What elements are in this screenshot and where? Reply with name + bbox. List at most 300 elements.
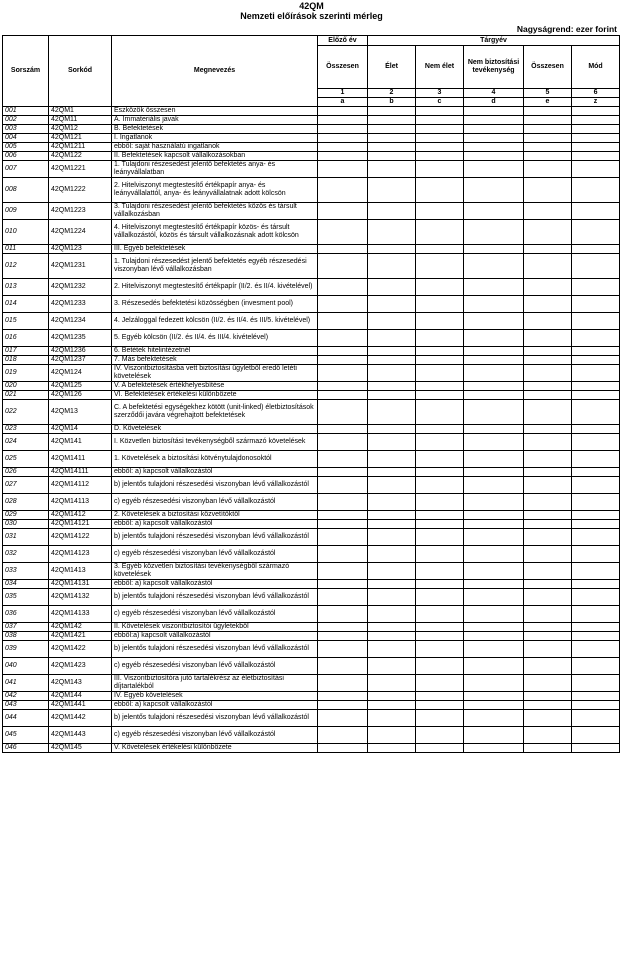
row-code: 42QM124 — [49, 365, 112, 382]
row-label: D. Követelések — [112, 425, 318, 434]
value-cell — [416, 382, 464, 391]
value-cell — [464, 107, 524, 116]
value-cell — [416, 494, 464, 511]
col-megnevezes: Megnevezés — [112, 36, 318, 107]
value-cell — [524, 391, 572, 400]
row-label: 5. Egyéb kölcsön (II/2. és II/4. és III/4. kivételével) — [112, 330, 318, 347]
value-cell — [368, 468, 416, 477]
row-label: c) egyéb részesedési viszonyban lévő vállalkozástól — [112, 546, 318, 563]
row-number: 003 — [3, 125, 49, 134]
row-number: 038 — [3, 632, 49, 641]
row-label: 3. Részesedés befektetési közösségben (invesment pool) — [112, 296, 318, 313]
value-cell — [416, 744, 464, 753]
value-cell — [416, 727, 464, 744]
row-label: VI. Befektetések értékelési különbözete — [112, 391, 318, 400]
col-num-2: 2 — [368, 89, 416, 98]
value-cell — [318, 710, 368, 727]
row-number: 041 — [3, 675, 49, 692]
value-cell — [416, 356, 464, 365]
row-label: IV. Egyéb követelések — [112, 692, 318, 701]
row-number: 040 — [3, 658, 49, 675]
col-nem-biztositasi: Nem biztosítási tevékenység — [464, 46, 524, 89]
value-cell — [368, 710, 416, 727]
value-cell — [572, 744, 620, 753]
value-cell — [318, 279, 368, 296]
row-code: 42QM14131 — [49, 580, 112, 589]
row-number: 012 — [3, 254, 49, 279]
row-label: 4. Hitelviszonyt megtestesítő értékpapír közös- és társult vállalkozástól, közös és társult vállalkozásnak adott kölcsön — [112, 220, 318, 245]
value-cell — [416, 125, 464, 134]
value-cell — [524, 632, 572, 641]
row-code: 42QM1422 — [49, 641, 112, 658]
value-cell — [524, 468, 572, 477]
table-row — [3, 632, 620, 641]
table-row — [3, 658, 620, 675]
row-code: 42QM1423 — [49, 658, 112, 675]
value-cell — [318, 468, 368, 477]
row-code: 42QM1421 — [49, 632, 112, 641]
value-cell — [318, 356, 368, 365]
col-letter-b: b — [368, 98, 416, 107]
row-number: 034 — [3, 580, 49, 589]
value-cell — [416, 391, 464, 400]
table-row — [3, 494, 620, 511]
value-cell — [464, 245, 524, 254]
value-cell — [416, 658, 464, 675]
value-cell — [368, 727, 416, 744]
value-cell — [464, 692, 524, 701]
value-cell — [368, 692, 416, 701]
value-cell — [368, 434, 416, 451]
row-label: ebből: a) kapcsolt vállalkozástól — [112, 580, 318, 589]
value-cell — [416, 425, 464, 434]
value-cell — [416, 296, 464, 313]
row-code: 42QM14113 — [49, 494, 112, 511]
row-label: III. Viszontbiztosítóra jutó tartalékrész az életbiztosítási díjtartalékból — [112, 675, 318, 692]
value-cell — [524, 203, 572, 220]
value-cell — [464, 494, 524, 511]
value-cell — [464, 178, 524, 203]
table-row — [3, 116, 620, 125]
row-number: 030 — [3, 520, 49, 529]
value-cell — [572, 220, 620, 245]
table-row — [3, 451, 620, 468]
row-code: 42QM142 — [49, 623, 112, 632]
value-cell — [464, 632, 524, 641]
table-row — [3, 391, 620, 400]
value-cell — [524, 400, 572, 425]
value-cell — [572, 623, 620, 632]
value-cell — [524, 658, 572, 675]
value-cell — [464, 134, 524, 143]
row-label: c) egyéb részesedési viszonyban lévő vállalkozástól — [112, 494, 318, 511]
row-code: 42QM1235 — [49, 330, 112, 347]
row-label: b) jelentős tulajdoni részesedési viszonyban lévő vállalkozástól — [112, 641, 318, 658]
value-cell — [416, 107, 464, 116]
value-cell — [464, 641, 524, 658]
value-cell — [368, 330, 416, 347]
value-cell — [572, 434, 620, 451]
value-cell — [464, 382, 524, 391]
table-row — [3, 330, 620, 347]
row-number: 008 — [3, 178, 49, 203]
value-cell — [368, 161, 416, 178]
value-cell — [572, 143, 620, 152]
row-number: 043 — [3, 701, 49, 710]
value-cell — [416, 152, 464, 161]
value-cell — [368, 529, 416, 546]
value-cell — [464, 710, 524, 727]
row-number: 033 — [3, 563, 49, 580]
table-row — [3, 245, 620, 254]
row-label: b) jelentős tulajdoni részesedési viszonyban lévő vállalkozástól — [112, 710, 318, 727]
value-cell — [524, 107, 572, 116]
table-row — [3, 425, 620, 434]
row-code: 42QM1237 — [49, 356, 112, 365]
value-cell — [368, 391, 416, 400]
row-code: 42QM1221 — [49, 161, 112, 178]
value-cell — [368, 675, 416, 692]
value-cell — [524, 434, 572, 451]
value-cell — [524, 245, 572, 254]
value-cell — [464, 658, 524, 675]
value-cell — [464, 589, 524, 606]
row-number: 036 — [3, 606, 49, 623]
value-cell — [368, 134, 416, 143]
row-label: B. Befektetések — [112, 125, 318, 134]
value-cell — [464, 701, 524, 710]
form-code: 42QM — [299, 1, 324, 11]
row-label: 1. Követelések a biztosítási kötvénytulajdonosoktól — [112, 451, 318, 468]
table-row — [3, 468, 620, 477]
row-number: 006 — [3, 152, 49, 161]
col-mod: Mód — [572, 46, 620, 89]
col-osszesen-cur: Összesen — [524, 46, 572, 89]
value-cell — [416, 365, 464, 382]
value-cell — [524, 623, 572, 632]
value-cell — [368, 520, 416, 529]
value-cell — [524, 425, 572, 434]
row-label: b) jelentős tulajdoni részesedési viszonyban lévő vállalkozástól — [112, 529, 318, 546]
value-cell — [318, 580, 368, 589]
value-cell — [368, 203, 416, 220]
value-cell — [318, 152, 368, 161]
col-elet: Élet — [368, 46, 416, 89]
value-cell — [572, 116, 620, 125]
row-number: 018 — [3, 356, 49, 365]
value-cell — [368, 641, 416, 658]
value-cell — [572, 382, 620, 391]
value-cell — [464, 143, 524, 152]
value-cell — [524, 580, 572, 589]
row-label: Eszközök összesen — [112, 107, 318, 116]
value-cell — [368, 382, 416, 391]
value-cell — [318, 546, 368, 563]
value-cell — [524, 546, 572, 563]
value-cell — [318, 107, 368, 116]
value-cell — [368, 632, 416, 641]
value-cell — [572, 391, 620, 400]
value-cell — [464, 279, 524, 296]
row-number: 046 — [3, 744, 49, 753]
value-cell — [368, 116, 416, 125]
value-cell — [464, 161, 524, 178]
value-cell — [464, 347, 524, 356]
value-cell — [572, 134, 620, 143]
value-cell — [318, 701, 368, 710]
row-label: 2. Hitelviszonyt megtestesítő értékpapír anya- és leányvállalattól, anya- és leányvállalatnak adott kölcsön — [112, 178, 318, 203]
value-cell — [524, 116, 572, 125]
row-code: 42QM11 — [49, 116, 112, 125]
value-cell — [318, 254, 368, 279]
row-code: 42QM1231 — [49, 254, 112, 279]
value-cell — [368, 400, 416, 425]
table-row — [3, 107, 620, 116]
table-row — [3, 356, 620, 365]
value-cell — [318, 563, 368, 580]
value-cell — [572, 520, 620, 529]
value-cell — [572, 161, 620, 178]
row-label: V. A befektetések értékhelyesbítése — [112, 382, 318, 391]
value-cell — [524, 313, 572, 330]
table-row — [3, 347, 620, 356]
row-code: 42QM122 — [49, 152, 112, 161]
value-cell — [368, 546, 416, 563]
value-cell — [318, 143, 368, 152]
value-cell — [464, 296, 524, 313]
col-num-6: 6 — [572, 89, 620, 98]
row-code: 42QM1441 — [49, 701, 112, 710]
table-row — [3, 529, 620, 546]
col-sorkod: Sorkód — [49, 36, 112, 107]
row-code: 42QM14121 — [49, 520, 112, 529]
col-num-3: 3 — [416, 89, 464, 98]
row-label: b) jelentős tulajdoni részesedési viszonyban lévő vállalkozástól — [112, 589, 318, 606]
row-number: 004 — [3, 134, 49, 143]
row-number: 024 — [3, 434, 49, 451]
table-row — [3, 563, 620, 580]
value-cell — [318, 365, 368, 382]
value-cell — [464, 451, 524, 468]
value-cell — [464, 125, 524, 134]
value-cell — [318, 744, 368, 753]
value-cell — [524, 727, 572, 744]
row-code: 42QM123 — [49, 245, 112, 254]
row-label: c) egyéb részesedési viszonyban lévő vállalkozástól — [112, 727, 318, 744]
row-number: 020 — [3, 382, 49, 391]
table-row — [3, 365, 620, 382]
value-cell — [318, 161, 368, 178]
value-cell — [524, 356, 572, 365]
value-cell — [572, 125, 620, 134]
table-row — [3, 382, 620, 391]
value-cell — [416, 178, 464, 203]
form-title: Nemzeti előírások szerinti mérleg — [240, 11, 383, 21]
row-code: 42QM14123 — [49, 546, 112, 563]
row-label: ebből: a) kapcsolt vállalkozástól — [112, 468, 318, 477]
value-cell — [572, 692, 620, 701]
value-cell — [416, 546, 464, 563]
table-row — [3, 125, 620, 134]
row-label: 4. Jelzáloggal fedezett kölcsön (II/2. és II/4. és III/5. kivételével) — [112, 313, 318, 330]
row-label: A. Immateriális javak — [112, 116, 318, 125]
value-cell — [318, 203, 368, 220]
row-code: 42QM1443 — [49, 727, 112, 744]
table-row — [3, 641, 620, 658]
row-label: I. Közvetlen biztosítási tevékenységből származó követelések — [112, 434, 318, 451]
value-cell — [368, 744, 416, 753]
value-cell — [572, 313, 620, 330]
value-cell — [572, 641, 620, 658]
row-label: III. Egyéb befektetések — [112, 245, 318, 254]
value-cell — [572, 451, 620, 468]
value-cell — [524, 451, 572, 468]
row-code: 42QM13 — [49, 400, 112, 425]
row-number: 017 — [3, 347, 49, 356]
value-cell — [464, 477, 524, 494]
row-label: c) egyéb részesedési viszonyban lévő vállalkozástól — [112, 658, 318, 675]
value-cell — [368, 279, 416, 296]
value-cell — [416, 220, 464, 245]
row-number: 010 — [3, 220, 49, 245]
value-cell — [318, 623, 368, 632]
row-number: 029 — [3, 511, 49, 520]
table-row — [3, 313, 620, 330]
value-cell — [368, 347, 416, 356]
table-row — [3, 161, 620, 178]
row-label: 3. Egyéb közvetlen biztosítási tevékenységből származó követelések — [112, 563, 318, 580]
value-cell — [368, 606, 416, 623]
value-cell — [572, 477, 620, 494]
value-cell — [524, 675, 572, 692]
row-number: 022 — [3, 400, 49, 425]
value-cell — [416, 701, 464, 710]
value-cell — [416, 675, 464, 692]
value-cell — [464, 356, 524, 365]
value-cell — [416, 347, 464, 356]
value-cell — [524, 178, 572, 203]
row-code: 42QM1211 — [49, 143, 112, 152]
value-cell — [416, 641, 464, 658]
row-number: 027 — [3, 477, 49, 494]
value-cell — [368, 296, 416, 313]
value-cell — [318, 330, 368, 347]
col-nem-elet: Nem élet — [416, 46, 464, 89]
value-cell — [318, 511, 368, 520]
value-cell — [572, 632, 620, 641]
row-number: 014 — [3, 296, 49, 313]
value-cell — [368, 313, 416, 330]
table-row — [3, 520, 620, 529]
value-cell — [572, 254, 620, 279]
value-cell — [318, 220, 368, 245]
value-cell — [464, 529, 524, 546]
value-cell — [318, 400, 368, 425]
value-cell — [524, 701, 572, 710]
table-row — [3, 203, 620, 220]
value-cell — [368, 125, 416, 134]
value-cell — [368, 152, 416, 161]
value-cell — [416, 254, 464, 279]
value-cell — [368, 245, 416, 254]
table-row — [3, 152, 620, 161]
value-cell — [318, 245, 368, 254]
value-cell — [318, 641, 368, 658]
col-osszesen-prev: Összesen — [318, 46, 368, 89]
table-row — [3, 580, 620, 589]
value-cell — [572, 356, 620, 365]
row-label: ebből: a) kapcsolt vállalkozástól — [112, 701, 318, 710]
value-cell — [464, 220, 524, 245]
col-current-year: Tárgyév — [368, 36, 620, 46]
value-cell — [524, 563, 572, 580]
col-letter-d: d — [464, 98, 524, 107]
value-cell — [524, 143, 572, 152]
row-code: 42QM144 — [49, 692, 112, 701]
table-row — [3, 134, 620, 143]
value-cell — [572, 529, 620, 546]
value-cell — [524, 279, 572, 296]
value-cell — [318, 632, 368, 641]
row-code: 42QM14132 — [49, 589, 112, 606]
row-number: 026 — [3, 468, 49, 477]
value-cell — [464, 365, 524, 382]
value-cell — [524, 125, 572, 134]
row-number: 019 — [3, 365, 49, 382]
row-label: ebből: a) kapcsolt vállalkozástól — [112, 520, 318, 529]
value-cell — [572, 658, 620, 675]
value-cell — [572, 606, 620, 623]
value-cell — [416, 520, 464, 529]
value-cell — [524, 134, 572, 143]
value-cell — [524, 365, 572, 382]
col-num-5: 5 — [524, 89, 572, 98]
row-code: 42QM141 — [49, 434, 112, 451]
table-row — [3, 220, 620, 245]
value-cell — [368, 143, 416, 152]
col-letter-z: z — [572, 98, 620, 107]
row-label: II. Követelések viszontbiztosítói ügyletekből — [112, 623, 318, 632]
value-cell — [318, 391, 368, 400]
table-row — [3, 692, 620, 701]
value-cell — [464, 116, 524, 125]
value-cell — [572, 245, 620, 254]
row-number: 023 — [3, 425, 49, 434]
row-label: 6. Betétek hitelintézetnél — [112, 347, 318, 356]
value-cell — [416, 203, 464, 220]
value-cell — [464, 254, 524, 279]
value-cell — [572, 330, 620, 347]
value-cell — [368, 494, 416, 511]
value-cell — [524, 347, 572, 356]
row-number: 016 — [3, 330, 49, 347]
value-cell — [318, 589, 368, 606]
table-row — [3, 400, 620, 425]
value-cell — [368, 254, 416, 279]
row-number: 005 — [3, 143, 49, 152]
value-cell — [524, 520, 572, 529]
value-cell — [318, 347, 368, 356]
row-label: 2. Követelések a biztosítási közvetítőktől — [112, 511, 318, 520]
col-letter-e: e — [524, 98, 572, 107]
value-cell — [368, 365, 416, 382]
value-cell — [368, 511, 416, 520]
table-row — [3, 279, 620, 296]
value-cell — [318, 520, 368, 529]
row-label: c) egyéb részesedési viszonyban lévő vállalkozástól — [112, 606, 318, 623]
value-cell — [572, 511, 620, 520]
value-cell — [464, 675, 524, 692]
